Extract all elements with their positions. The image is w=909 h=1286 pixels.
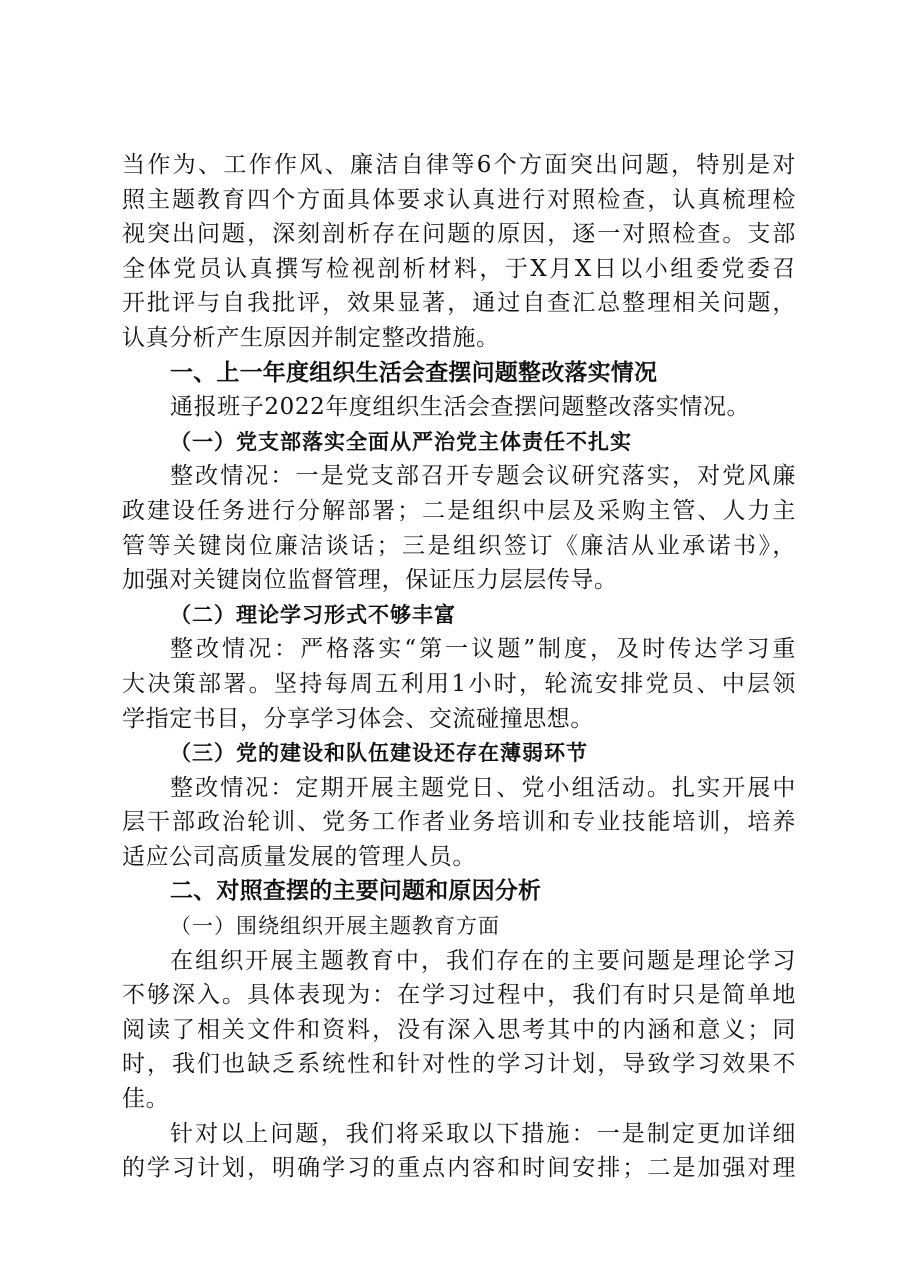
subsection-heading: （一）党支部落实全面从严治党主体责任不扎实 bbox=[170, 429, 632, 454]
body-line: 当作为、工作作风、廉洁自律等6个方面突出问题，特别是对 bbox=[122, 152, 796, 178]
body-line: 整改情况：一是党支部召开专题会议研究落实，对党风廉 bbox=[170, 463, 796, 490]
body-line: 照主题教育四个方面具体要求认真进行对照检查，认真梳理检 bbox=[122, 186, 796, 213]
body-line: 整改情况：严格落实“第一议题”制度，及时传达学习重 bbox=[170, 636, 796, 663]
body-line: 管等关键岗位廉洁谈话；三是组织签订《廉洁从业承诺书》， bbox=[122, 532, 796, 559]
body-line: 全体党员认真撰写检视剖析材料，于X月X日以小组委党委召 bbox=[122, 255, 796, 282]
document-page bbox=[122, 148, 796, 1186]
body-line: 阅读了相关文件和资料，没有深入思考其中的内涵和意义；同 bbox=[122, 1016, 796, 1043]
body-line: 不够深入。具体表现为：在学习过程中，我们有时只是简单地 bbox=[122, 982, 796, 1009]
body-line: 政建设任务进行分解部署；二是组织中层及采购主管、人力主 bbox=[122, 497, 796, 524]
section-heading: 二、对照查摆的主要问题和原因分析 bbox=[170, 878, 542, 905]
body-line: 通报班子2022年度组织生活会查摆问题整改落实情况。 bbox=[170, 394, 751, 421]
body-line: 的学习计划，明确学习的重点内容和时间安排；二是加强对理 bbox=[122, 1155, 796, 1182]
subsection-heading: （二）理论学习形式不够丰富 bbox=[170, 602, 456, 627]
body-line: 层干部政治轮训、党务工作者业务培训和专业技能培训，培养 bbox=[122, 809, 796, 836]
body-line: 在组织开展主题教育中，我们存在的主要问题是理论学习 bbox=[170, 947, 796, 974]
body-line: 佳。 bbox=[122, 1086, 170, 1113]
body-line: 针对以上问题，我们将采取以下措施：一是制定更加详细 bbox=[170, 1120, 796, 1147]
subsection-heading: （三）党的建设和队伍建设还存在薄弱环节 bbox=[170, 741, 588, 766]
body-line: 大决策部署。坚持每周五利用1小时，轮流安排党员、中层领 bbox=[122, 670, 796, 697]
body-line: 整改情况：定期开展主题党日、党小组活动。扎实开展中 bbox=[170, 774, 796, 801]
body-line: 学指定书目，分享学习体会、交流碰撞思想。 bbox=[122, 705, 594, 732]
body-line: 时，我们也缺乏系统性和针对性的学习计划，导致学习效果不 bbox=[122, 1051, 796, 1078]
section-heading: 一、上一年度组织生活会查摆问题整改落实情况 bbox=[170, 359, 658, 386]
subsection-heading: （一）围绕组织开展主题教育方面 bbox=[170, 914, 500, 939]
body-line: 开批评与自我批评，效果显著，通过自查汇总整理相关问题， bbox=[122, 290, 796, 317]
body-line: 认真分析产生原因并制定整改措施。 bbox=[122, 324, 500, 351]
body-line: 加强对关键岗位监督管理，保证压力层层传导。 bbox=[122, 567, 618, 594]
body-line: 视突出问题，深刻剖析存在问题的原因，逐一对照检查。支部 bbox=[122, 221, 796, 248]
body-line: 适应公司高质量发展的管理人员。 bbox=[122, 843, 476, 870]
